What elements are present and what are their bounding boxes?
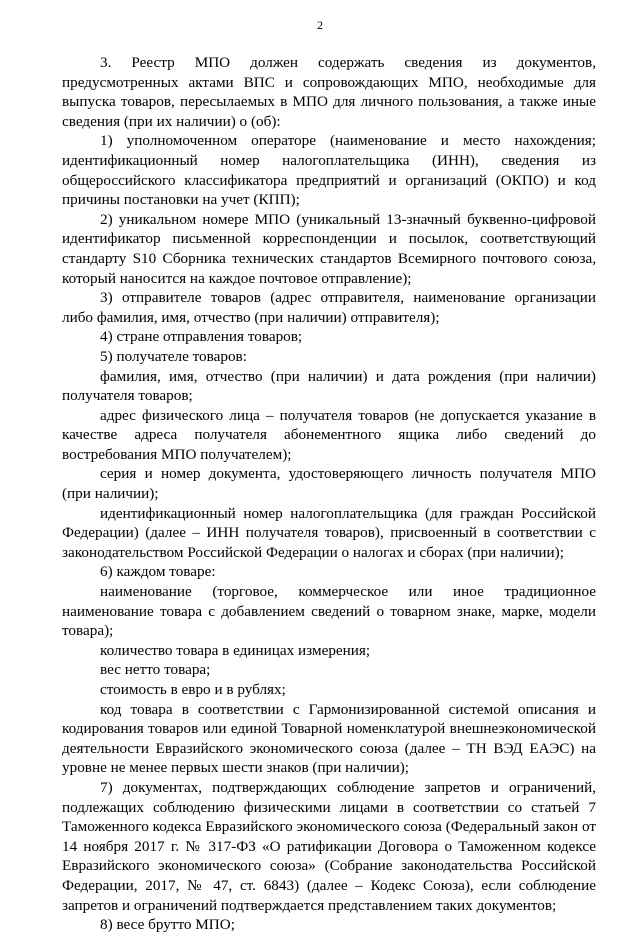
document-body	[62, 53, 596, 935]
paragraph-4-country-of-dispatch: 4) стране отправления товаров;	[100, 328, 303, 346]
paragraph-item-name: наименование (торговое, коммерческое или иное традиционное наименование товара с добавлением сведений о товарном знаке, марке, модели товара);	[62, 583, 596, 640]
paragraph-3-registry-requirements: 3. Реестр МПО должен содержать сведения из документов, предусмотренных актами ВПС и сопровождающих МПО, необходимые для выпуска товаров, пересылаемых в МПО для личного пользования, а также иные сведения (при их наличии) о (об):	[62, 54, 596, 130]
paragraph-8-gross-weight: 8) весе брутто МПО;	[100, 916, 235, 934]
paragraph-item-quantity: количество товара в единицах измерения;	[100, 641, 371, 659]
paragraph-2-unique-number: 2) уникальном номере МПО (уникальный 13-значный буквенно-цифровой идентификатор письменной корреспонденции и посылок, соответствующий стандарту S10 Сборника технических стандартов Всемирного почтового союза, который наносится на каждое почтовое отправление);	[62, 210, 596, 287]
page-number: 2	[317, 18, 323, 32]
paragraph-item-hs-code: код товара в соответствии с Гармонизированной системой описания и кодирования товаров или единой Товарной номенклатурой внешнеэкономической деятельности Евразийского экономического союза (далее – ТН ВЭД ЕАЭС) на уровне не менее первых шести знаков (при наличии);	[62, 700, 596, 777]
paragraph-recipient-name: фамилия, имя, отчество (при наличии) и дата рождения (при наличии) получателя товаров;	[62, 367, 596, 405]
paragraph-7-documents: 7) документах, подтверждающих соблюдение запретов и ограничений, подлежащих соблюдению физическими лицами в соответствии со статьей 7 Таможенного кодекса Евразийского экономического союза (Федеральный закон от 14 ноября 2017 г. № 317-ФЗ «О ратификации Договора о Таможенном кодексе Евразийского экономического союза» (Собрание законодательства Российской Федерации, 2017, № 47, ст. 6843) (далее – Кодекс Союза), если соблюдение запретов и ограничений подтверждается представлением таких документов;	[62, 778, 596, 914]
paragraph-3-sender: 3) отправителе товаров (адрес отправителя, наименование организации либо фамилия, имя, отчество (при наличии) отправителя);	[62, 289, 596, 326]
paragraph-item-cost: стоимость в евро и в рублях;	[100, 681, 286, 698]
paragraph-1-authorized-operator: 1) уполномоченном операторе (наименование и место нахождения; идентификационный номер налогоплательщика (ИНН), сведения из общероссийского классификатора предприятий и организаций (ОКПО) и код причины постановки на учет (КПП);	[62, 132, 596, 209]
paragraph-item-net-weight: вес нетто товара;	[100, 661, 211, 679]
paragraph-6-each-item: 6) каждом товаре:	[100, 563, 216, 581]
paragraph-recipient-address: адрес физического лица – получателя товаров (не допускается указание в качестве адреса получателя абонементного ящика либо сведений до востребования МПО получателем);	[62, 406, 596, 463]
paragraph-recipient-id-document: серия и номер документа, удостоверяющего личность получателя МПО (при наличии);	[62, 465, 596, 503]
paragraph-recipient-inn: идентификационный номер налогоплательщика (для граждан Российской Федерации) (далее – ИНН получателя товаров), присвоенный в соответствии с законодательством Российской Федерации о налогах и сборах (при наличии);	[62, 504, 596, 561]
paragraph-5-recipient: 5) получателе товаров:	[100, 347, 247, 365]
